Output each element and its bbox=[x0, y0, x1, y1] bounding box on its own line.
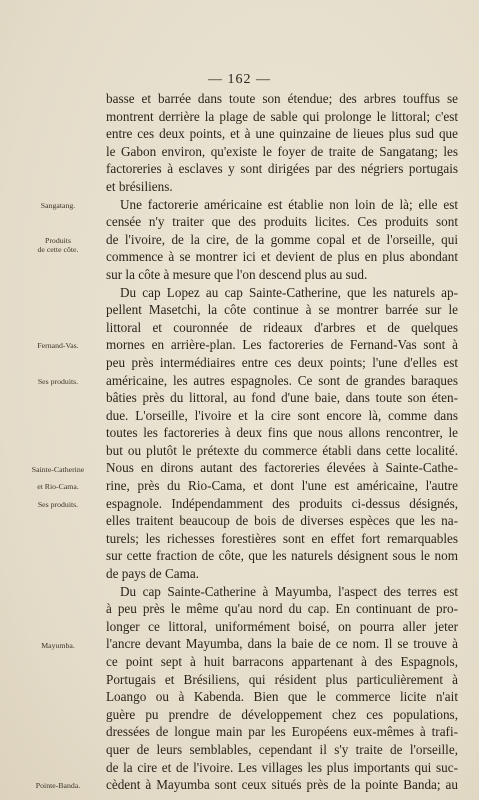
text-line: cèdent à Mayumba sont ceux situés près de la pointe Banda; au bbox=[106, 777, 458, 793]
text-line: toutes les factoreries à deux fins que nous allons rencontrer, le bbox=[106, 425, 458, 441]
text-line: rine, près du Rio-Cama, et dont l'une est américaine, l'autre bbox=[106, 478, 458, 494]
margin-note: Ses produits. bbox=[37, 499, 79, 509]
margin-note: et Rio-Cama. bbox=[37, 482, 79, 492]
text-line: but ou plutôt le prétexte du commerce établi dans cette localité. bbox=[106, 442, 458, 458]
text-line: et brésiliens. bbox=[106, 178, 173, 194]
text-line: de la cire et de l'ivoire. Les villages les plus importants qui suc- bbox=[106, 759, 458, 775]
margin-note: Fernand-Vas. bbox=[37, 341, 79, 351]
text-line: Portugais et Brésiliens, qui résident plus particulièrement à bbox=[106, 671, 458, 687]
text-line: turels; les richesses forestières sont en effet fort remarquables bbox=[106, 530, 458, 546]
text-line: sur cette fraction de côte, que les naturels désignent sous le nom bbox=[106, 548, 458, 564]
text-line: le Gabon environ, qu'existe le foyer de traite de Sangatang; les bbox=[106, 143, 458, 159]
text-line: dressées de longue main par les Européens eux-mêmes à trafi- bbox=[106, 724, 458, 740]
text-line: guère pu prendre de développement chez ces populations, bbox=[106, 706, 458, 722]
text-line: montrent derrière la plage de sable qui prolonge le littoral; c'est bbox=[106, 108, 458, 124]
text-line: sur la côte à mesure que l'on descend plus au sud. bbox=[106, 266, 368, 282]
margin-note: Sangatang. bbox=[40, 200, 76, 210]
text-line: l'ancre devant Mayumba, dans la baie de ce nom. Il se trouve à bbox=[106, 636, 458, 652]
text-line: peu près intermédiaires entre ces deux points; l'une d'elles est bbox=[106, 354, 458, 370]
text-line: entre ces deux points, et à une quinzaine de lieues plus sud que bbox=[106, 126, 458, 142]
text-line: Nous en dirons autant des factoreries élevées à Sainte-Cathe- bbox=[106, 460, 458, 476]
text-line: de pays de Cama. bbox=[106, 566, 200, 582]
margin-note: de cette côte. bbox=[37, 245, 79, 255]
text-line: ce point sept à huit barracons appartenant à des Espagnols, bbox=[106, 654, 458, 669]
text-line: littoral et couronnée de rideaux d'arbres et de quelques bbox=[106, 319, 458, 335]
text-line: Une factorerie américaine est établie non loin de là; elle est bbox=[120, 196, 458, 212]
text-line: basse et barrée dans toute son étendue; des arbres touffus se bbox=[106, 91, 458, 106]
text-line: longer ce littoral, uniformément boisé, on pourra aller jeter bbox=[106, 618, 458, 634]
text-line: factoreries à esclaves y sont dirigées par des négriers portugais bbox=[106, 161, 458, 177]
text-line: américaine, les autres espagnoles. Ce sont de grandes baraques bbox=[106, 372, 458, 388]
page-number: — 162 — bbox=[208, 72, 271, 87]
text-line: espagnole. Indépendamment des produits ci-dessus désignés, bbox=[106, 495, 458, 511]
text-line: à peu près le même qu'au nord du cap. En continuant de pro- bbox=[106, 601, 458, 617]
text-line: censée n'y traiter que des produits licites. Ces produits sont bbox=[106, 214, 458, 230]
text-line: Du cap Lopez au cap Sainte-Catherine, que les naturels ap- bbox=[120, 284, 458, 300]
margin-note: Mayumba. bbox=[41, 640, 75, 650]
margin-note: Pointe-Banda. bbox=[35, 781, 81, 791]
text-line: mornes en arrière-plan. Les factoreries de Fernand-Vas sont à bbox=[106, 337, 458, 353]
margin-note: Sainte-Catherine bbox=[31, 464, 85, 474]
text-line: commence à se montrer ici et devient de plus en plus abondant bbox=[106, 249, 458, 265]
text-line: elles traitent beaucoup de bois de diverses espèces que les na- bbox=[106, 513, 458, 529]
margin-note: Produits bbox=[45, 235, 71, 245]
text-line: de l'ivoire, de la cire, de la gomme copal et de l'orseille, qui bbox=[106, 231, 458, 247]
text-line: bâties près du littoral, au fond d'une baie, dans toute son éten- bbox=[106, 390, 458, 406]
text-line: Du cap Sainte-Catherine à Mayumba, l'aspect des terres est bbox=[120, 583, 458, 599]
text-line: pellent Masetchi, la côte continue à se montrer barrée sur le bbox=[106, 302, 458, 318]
margin-note: Ses produits. bbox=[37, 376, 79, 386]
text-line: quer de leurs semblables, cependant il s'y traite de l'orseille, bbox=[106, 741, 458, 757]
text-line: Loango ou à Kabenda. Bien que le commerce licite n'ait bbox=[106, 689, 458, 705]
body-text bbox=[106, 90, 458, 794]
text-line: due. L'orseille, l'ivoire et la cire sont encore là, comme dans bbox=[106, 407, 458, 423]
